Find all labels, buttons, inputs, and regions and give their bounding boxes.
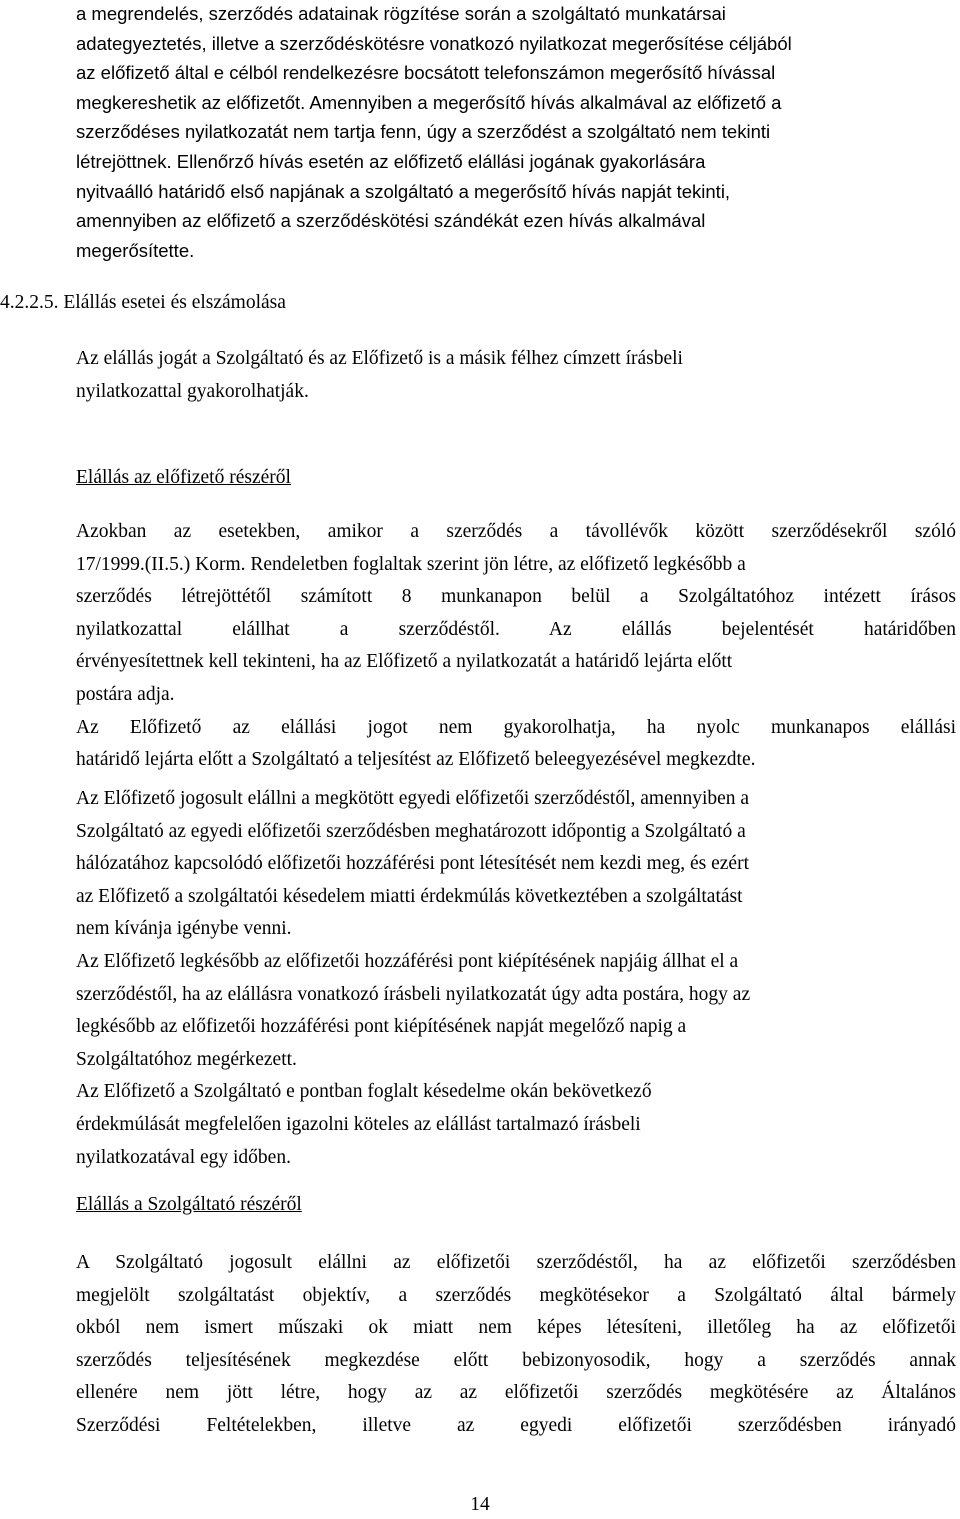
- text-line: 17/1999.(II.5.) Korm. Rendeletben foglaltak szerint jön létre, az előfizető legkésőbb a: [76, 553, 746, 575]
- intro-paragraph: [76, 0, 956, 265]
- text-line: Az Előfizető jogosult elállni a megkötött egyedi előfizetői szerződéstől, amennyiben a: [76, 788, 750, 809]
- text-line: legkésőbb az előfizetői hozzáférési pont kiépítésének napját megelőző napig a: [76, 1016, 687, 1038]
- text-line: érvényesítettnek kell tekinteni, ha az Előfizető a nyilatkozatát a határidő lejárta előtt: [76, 651, 733, 673]
- subscriber-paragraph-1: [76, 516, 956, 777]
- text-line: az Előfizető a szolgáltatói késedelem miatti érdekmúlás következtében a szolgáltatást: [76, 885, 743, 907]
- text-line: határidő lejárta előtt a Szolgáltató a teljesítést az Előfizető beleegyezésével megkezdte.: [76, 749, 756, 771]
- text-line: a megrendelés, szerződés adatainak rögzítése során a szolgáltató munkatársai: [76, 3, 726, 24]
- text-line: Szolgáltatóhoz megérkezett.: [76, 1048, 297, 1070]
- text-line: A Szolgáltató jogosult elállni az előfizetői szerződéstől, ha az előfizetői szerződésben: [76, 1252, 956, 1273]
- text-line: Azokban az esetekben, amikor a szerződés a távollévők között szerződésekről szóló: [76, 521, 956, 542]
- text-line: Szolgáltató az egyedi előfizetői szerződésben meghatározott időpontig a Szolgáltató a: [76, 820, 746, 842]
- text-line: szerződéses nyilatkozatát nem tartja fenn, úgy a szerződést a szolgáltató nem tekinti: [76, 121, 771, 143]
- text-line: érdekmúlását megfelelően igazolni köteles az elállást tartalmazó írásbeli: [76, 1113, 641, 1135]
- text-line: ellenére nem jött létre, hogy az az előfizetői szerződés megkötésére az Általános: [76, 1382, 956, 1404]
- text-line: nem kívánja igénybe venni.: [76, 918, 292, 940]
- text-line: okból nem ismert műszaki ok miatt nem képes létesíteni, illetőleg ha az előfizetői: [76, 1317, 956, 1339]
- text-line: Szerződési Feltételekben, illetve az egyedi előfizetői szerződésben irányadó: [76, 1414, 956, 1436]
- right-paragraph: [76, 343, 956, 408]
- subscriber-paragraph-2: [76, 783, 956, 1174]
- text-line: nyilatkozatával egy időben.: [76, 1146, 291, 1168]
- text-line: megjelölt szolgáltatást objektív, a szerződés megkötésekor a Szolgáltató által bármely: [76, 1284, 956, 1306]
- text-line: szerződés létrejöttétől számított 8 munkanapon belül a Szolgáltatóhoz intézett írásos: [76, 586, 956, 608]
- provider-paragraph: [76, 1247, 956, 1443]
- page-number: 14: [470, 1494, 490, 1515]
- text-line: létrejöttnek. Ellenőrző hívás esetén az előfizető elállási jogának gyakorlására: [76, 150, 706, 172]
- text-line: Az Előfizető a Szolgáltató e pontban foglalt késedelme okán bekövetkező: [76, 1081, 652, 1103]
- text-line: nyitvaálló határidő első napjának a szolgáltató a megerősítő hívás napját tekinti,: [76, 180, 731, 202]
- text-line: postára adja.: [76, 683, 175, 705]
- text-line: nyilatkozattal gyakorolhatják.: [76, 380, 309, 402]
- text-line: nyilatkozattal elállhat a szerződéstől. Az elállás bejelentését határidőben: [76, 618, 956, 640]
- text-line: adategyeztetés, illetve a szerződéskötésre vonatkozó nyilatkozat megerősítése céljából: [76, 32, 792, 54]
- text-line: Az Előfizető legkésőbb az előfizetői hozzáférési pont kiépítésének napjáig állhat el a: [76, 950, 739, 972]
- text-line: amennyiben az előfizető a szerződéskötési szándékát ezen hívás alkalmával: [76, 210, 706, 232]
- section-heading: 4.2.2.5. Elállás esetei és elszámolása: [0, 292, 286, 313]
- text-line: hálózatához kapcsolódó előfizetői hozzáférési pont létesítését nem kezdi meg, és ezért: [76, 853, 749, 875]
- text-line: szerződés teljesítésének megkezdése előtt bebizonyosodik, hogy a szerződés annak: [76, 1349, 956, 1371]
- text-line: Az Előfizető az elállási jogot nem gyakorolhatja, ha nyolc munkanapos elállási: [76, 716, 956, 738]
- text-line: megerősítette.: [76, 239, 195, 261]
- provider-subheading: Elállás a Szolgáltató részéről: [76, 1194, 302, 1215]
- text-line: az előfizető által e célból rendelkezésre bocsátott telefonszámon megerősítő hívással: [76, 62, 776, 84]
- subscriber-subheading: Elállás az előfizető részéről: [76, 467, 291, 488]
- text-line: megkereshetik az előfizetőt. Amennyiben a megerősítő hívás alkalmával az előfizető a: [76, 91, 782, 113]
- text-line: Az elállás jogát a Szolgáltató és az Előfizető is a másik félhez címzett írásbeli: [76, 348, 683, 369]
- text-line: szerződéstől, ha az elállásra vonatkozó írásbeli nyilatkozatát úgy adta postára, hogy az: [76, 983, 751, 1005]
